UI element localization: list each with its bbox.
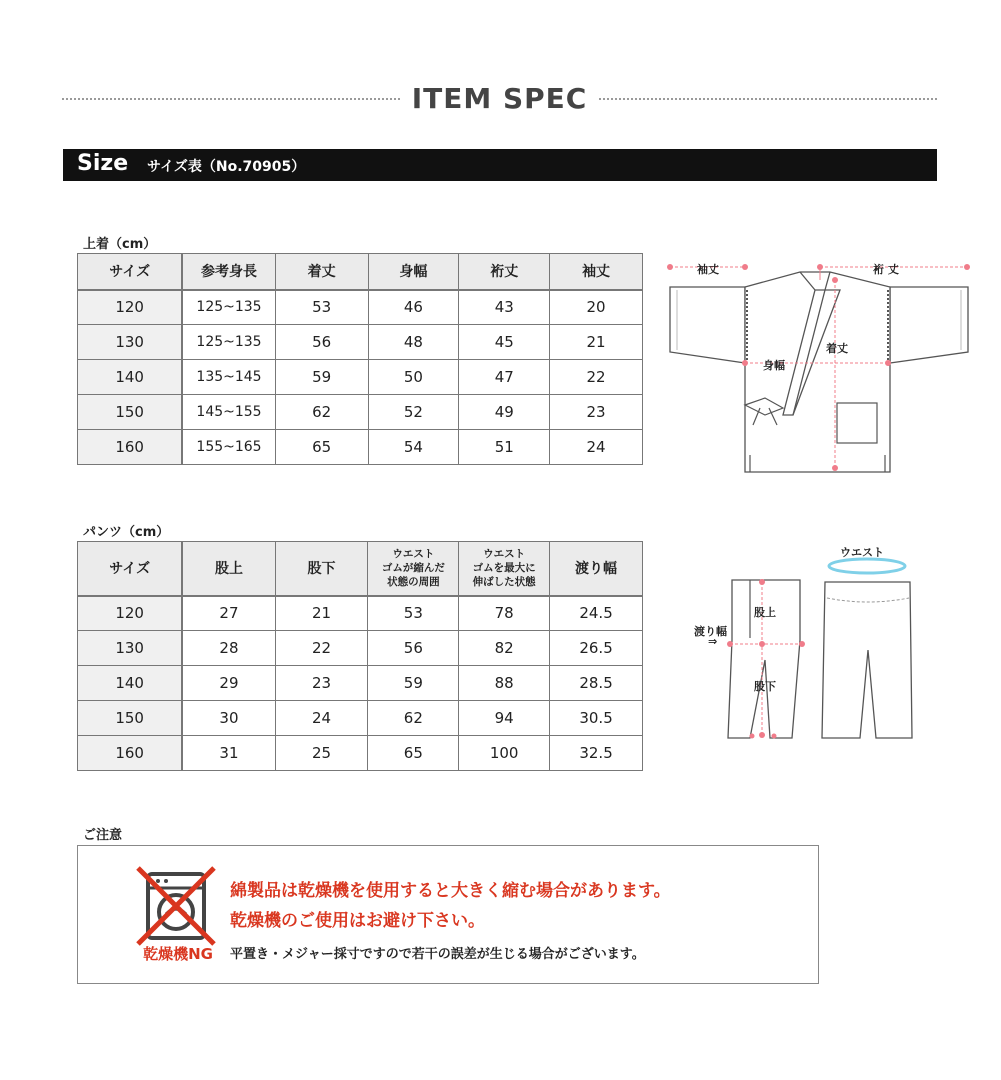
diagram-label-yuki: 裄 丈 [873,263,899,276]
column-header: 着丈 [275,254,368,290]
pants-diagram [690,540,930,745]
column-header: 参考身長 [182,254,275,290]
size-bar-title: Size [77,151,129,176]
caution-label: ご注意 [83,828,123,843]
table-cell: 20 [550,290,643,325]
diagram-label-waist: ウエスト [840,546,884,559]
jacket-label: 上着（cm） [83,237,157,252]
caution-note: 平置き・メジャー採寸ですので若干の誤差が生じる場合がございます。 [230,947,645,962]
page-title: ITEM SPEC [411,82,588,115]
pants-size-table [77,541,643,771]
table-cell: 46 [368,290,459,325]
table-cell: 140 [78,360,183,395]
jacket-size-table [77,253,643,465]
table-cell: 49 [459,395,550,430]
column-header-line: 状態の周囲 [387,576,440,589]
table-cell: 26.5 [550,631,643,666]
table-row [78,701,643,736]
table-cell: 65 [368,736,459,771]
table-cell: 130 [78,631,183,666]
table-cell: 100 [459,736,550,771]
table-header-row [78,254,643,290]
diagram-label-arrow: ⇒ [708,635,718,648]
table-cell: 155~165 [182,430,275,465]
table-cell: 145~155 [182,395,275,430]
table-cell: 53 [368,596,459,631]
table-cell: 59 [368,666,459,701]
table-cell: 120 [78,596,183,631]
column-header-line: ゴムが縮んだ [381,562,445,575]
table-cell: 47 [459,360,550,395]
table-cell: 56 [275,325,368,360]
table-cell: 28.5 [550,666,643,701]
table-row [78,430,643,465]
column-header-line: 伸ばした状態 [472,576,536,589]
column-header: 股上 [182,542,275,596]
table-cell: 88 [459,666,550,701]
caution-warning-2: 乾燥機のご使用はお避け下さい。 [230,911,485,931]
table-row [78,666,643,701]
table-row [78,395,643,430]
diagram-label-inseam: 股下 [754,680,776,693]
column-header [368,542,459,596]
table-cell: 24 [275,701,368,736]
column-header: 身幅 [368,254,459,290]
diagram-label-length: 着丈 [826,342,848,355]
column-header: サイズ [78,254,183,290]
table-cell: 160 [78,430,183,465]
table-cell: 53 [275,290,368,325]
caution-warning-1: 綿製品は乾燥機を使用すると大きく縮む場合があります。 [230,881,671,901]
column-header: 袖丈 [550,254,643,290]
table-cell: 30 [182,701,275,736]
table-cell: 51 [459,430,550,465]
table-cell: 22 [275,631,368,666]
table-cell: 21 [550,325,643,360]
table-cell: 23 [275,666,368,701]
table-row [78,631,643,666]
column-header: 渡り幅 [550,542,643,596]
table-cell: 45 [459,325,550,360]
table-row [78,290,643,325]
table-header-row [78,542,643,596]
pants-label: パンツ（cm） [83,525,170,540]
table-cell: 65 [275,430,368,465]
table-cell: 24 [550,430,643,465]
column-header-line: ウエスト [392,548,435,561]
table-cell: 32.5 [550,736,643,771]
jacket-illustration [665,250,975,480]
table-cell: 30.5 [550,701,643,736]
caution-box [77,845,819,984]
table-cell: 94 [459,701,550,736]
size-bar [63,149,937,181]
column-header-line: ウエスト [483,548,526,561]
table-cell: 62 [368,701,459,736]
table-cell: 52 [368,395,459,430]
table-cell: 120 [78,290,183,325]
table-cell: 150 [78,395,183,430]
table-cell: 21 [275,596,368,631]
column-header-line: ゴムを最大に [472,562,536,575]
table-cell: 62 [275,395,368,430]
table-cell: 23 [550,395,643,430]
spec-header [62,82,937,116]
table-cell: 140 [78,666,183,701]
table-cell: 150 [78,701,183,736]
table-cell: 160 [78,736,183,771]
table-cell: 29 [182,666,275,701]
diagram-label-width: 身幅 [763,359,785,372]
table-cell: 24.5 [550,596,643,631]
diagram-label-thigh-width: 渡り幅 [694,625,727,638]
column-header: 股下 [275,542,368,596]
table-cell: 25 [275,736,368,771]
table-cell: 22 [550,360,643,395]
table-cell: 78 [459,596,550,631]
diagram-label-rise: 股上 [754,606,776,619]
table-cell: 59 [275,360,368,395]
table-row [78,360,643,395]
table-cell: 48 [368,325,459,360]
no-dryer-icon [130,864,222,950]
table-cell: 82 [459,631,550,666]
header-divider-left [62,98,400,100]
table-cell: 56 [368,631,459,666]
pants-illustration [690,540,930,745]
column-header: サイズ [78,542,183,596]
table-cell: 125~135 [182,325,275,360]
table-row [78,325,643,360]
table-cell: 54 [368,430,459,465]
table-row [78,596,643,631]
table-cell: 31 [182,736,275,771]
column-header: 裄丈 [459,254,550,290]
size-bar-subtitle: サイズ表（No.70905） [147,159,306,175]
diagram-label-sleeve-length: 袖丈 [697,263,719,276]
column-header [459,542,550,596]
jacket-diagram [665,250,975,480]
table-cell: 27 [182,596,275,631]
table-cell: 43 [459,290,550,325]
table-cell: 28 [182,631,275,666]
table-cell: 125~135 [182,290,275,325]
table-cell: 130 [78,325,183,360]
dryer-ng-label: 乾燥機NG [143,945,213,963]
table-row [78,736,643,771]
table-cell: 135~145 [182,360,275,395]
table-cell: 50 [368,360,459,395]
header-divider-right [599,98,937,100]
